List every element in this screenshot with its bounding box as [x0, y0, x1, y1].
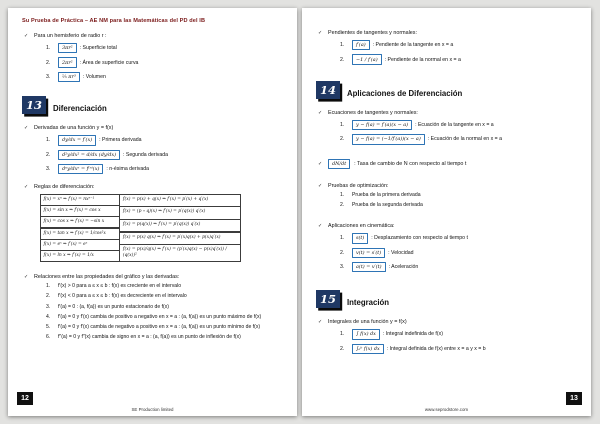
page-number: 12 [17, 392, 33, 405]
formula-box: f′(a) [352, 40, 370, 50]
table-cell: f(x) = p(x)/q(x) ⇒ f′(x) = (p′(x)q(x) − p(x)q′(x)) / (q(x))² [119, 244, 241, 262]
item-description: : Área de superficie curva [79, 59, 139, 66]
formula-box: d²y/dx² = d/dx (dy/dx) [58, 150, 120, 160]
bullet-label: Derivadas de una función y = f(x) [34, 125, 114, 132]
list-item [46, 334, 283, 341]
formula-box: s(t) [352, 233, 368, 243]
item-number: 1. [340, 42, 345, 49]
check-icon: ✓ [318, 109, 323, 116]
item-text: f′(x) < 0 para a ≤ x ≤ b : f(x) es decreciente en el intervalo [58, 293, 187, 300]
section-title: Integración [347, 298, 390, 308]
section-header-13 [22, 96, 283, 114]
list-item [46, 72, 283, 82]
item-description: : Ecuación de la normal en x = a [427, 136, 503, 143]
formula-box: 2πr² [58, 57, 77, 67]
list-item [340, 54, 577, 64]
item-number: 3. [46, 166, 51, 173]
item-description: : Superficie total [79, 45, 117, 52]
section-number-badge: 14 [316, 81, 340, 99]
page-left [8, 8, 297, 416]
item-description: : Tasa de cambio de N con respecto al tiempo t [354, 160, 467, 167]
check-icon: ✓ [24, 33, 29, 39]
item-number: 1. [340, 191, 345, 198]
check-icon: ✓ [24, 125, 29, 132]
formula-box: dN/dt [328, 159, 350, 169]
differentiation-rules-table [40, 194, 283, 262]
page-number: 13 [566, 392, 582, 405]
section-header-15 [316, 290, 577, 308]
formula-box: y − f(a) = (−1/f′(a))(x − a) [352, 134, 425, 144]
list-item [340, 134, 577, 144]
item-description: : Desplazamiento con respecto al tiempo t [371, 235, 468, 242]
footer-website: www.seprodstore.com [424, 407, 469, 412]
table-cell: f(x) = eˣ ⇒ f′(x) = eˣ [40, 239, 120, 251]
list-item [46, 135, 283, 145]
list-item [340, 233, 577, 243]
rules-table-left-column [40, 194, 120, 262]
item-text: f′(a) = 0 : (a, f(a)) es un punto estacionario de f(x) [58, 303, 169, 310]
bullet-label: Relaciones entre las propiedades del gráfico y las derivadas: [34, 274, 180, 281]
section-title: Diferenciación [53, 104, 107, 114]
section-number-badge: 15 [316, 290, 340, 308]
formula-box: −1 / f′(a) [352, 54, 382, 64]
bullet-label: Pendientes de tangentes y normales: [328, 30, 418, 36]
list-item [46, 283, 283, 290]
item-number: 2. [340, 345, 345, 352]
item-number: 1. [46, 45, 51, 52]
table-cell: f(x) = xⁿ ⇒ f′(x) = nxⁿ⁻¹ [40, 194, 120, 206]
list-item [46, 324, 283, 331]
formula-box: ⅔ πr³ [58, 72, 80, 82]
formula-box: a(t) = v′(t) [352, 262, 386, 272]
bullet-relations [24, 274, 283, 280]
item-number: 1. [340, 121, 345, 128]
item-text: Prueba de la segunda derivada [352, 202, 423, 208]
item-description: : Aceleración [388, 264, 419, 271]
bullet-derivatives [24, 125, 283, 131]
item-number: 3. [340, 264, 345, 271]
list-item [340, 248, 577, 258]
document-title: Su Prueba de Práctica – AE NM para las Matemáticas del PD del IB [22, 18, 206, 24]
formula-box: 3πr² [58, 43, 77, 53]
item-number: 6. [46, 333, 51, 340]
check-icon: ✓ [318, 319, 323, 326]
bullet-slopes [318, 30, 577, 36]
check-icon: ✓ [318, 160, 323, 167]
table-cell: f(x) = ln x ⇒ f′(x) = 1/x [40, 250, 120, 262]
item-number: 1. [340, 331, 345, 338]
item-description: : Velocidad [388, 249, 414, 256]
list-item [46, 150, 283, 160]
list-item [46, 293, 283, 300]
item-number: 2. [340, 136, 345, 143]
list-item [340, 329, 577, 339]
formula-box: dⁿy/dxⁿ = f⁽ⁿ⁾(x) [58, 164, 103, 174]
bullet-label: Aplicaciones en cinemática: [328, 223, 395, 230]
list-item [46, 314, 283, 321]
item-number: 2. [340, 202, 345, 208]
item-description: : Primera derivada [99, 137, 142, 144]
bullet-integrals [318, 319, 577, 325]
bullet-rate-of-change [318, 159, 577, 169]
list-item [340, 192, 577, 199]
list-item [340, 202, 577, 209]
item-number: 1. [46, 137, 51, 144]
formula-box: dy/dx = f′(x) [58, 135, 96, 145]
bullet-label: Ecuaciones de tangentes y normales: [328, 109, 418, 116]
bullet-rules [24, 184, 283, 190]
rules-table-right-column [119, 194, 241, 262]
list-item [46, 164, 283, 174]
list-item [340, 120, 577, 130]
bullet-label: Pruebas de optimización: [328, 182, 389, 189]
item-number: 2. [46, 151, 51, 158]
item-description: : Ecuación de la tangente en x = a [415, 121, 494, 128]
check-icon: ✓ [318, 182, 323, 189]
list-item [46, 304, 283, 311]
item-description: : Integral definida de f(x) entre x = a y x = b [386, 345, 486, 352]
item-description: : Segunda derivada [123, 151, 169, 158]
bullet-hemisphere [24, 33, 283, 39]
list-item [46, 57, 283, 67]
item-number: 2. [46, 293, 51, 300]
formula-box: ∫ f(x) dx [352, 329, 380, 339]
formula-box: ∫ₐᵇ f(x) dx [352, 344, 384, 354]
item-text: f′(x) > 0 para a ≤ x ≤ b : f(x) es creciente en el intervalo [58, 283, 182, 290]
item-number: 1. [340, 235, 345, 242]
list-item [340, 262, 577, 272]
bullet-optimization [318, 183, 577, 189]
section-header-14 [316, 81, 577, 99]
item-description: : n-ésima derivada [106, 166, 150, 173]
page-right [302, 8, 591, 416]
item-number: 3. [46, 73, 51, 80]
check-icon: ✓ [318, 30, 323, 36]
formula-box: v(t) = s′(t) [352, 248, 385, 258]
item-number: 3. [46, 303, 51, 310]
formula-box: y − f(a) = f′(a)(x − a) [352, 120, 412, 130]
check-icon: ✓ [318, 223, 323, 230]
item-number: 4. [46, 313, 51, 320]
table-cell: f(x) = (p ∘ q)(x) ⇒ f′(x) = p′(q(x)) q′(x) [119, 206, 241, 219]
bullet-equations [318, 110, 577, 116]
item-text: f″(a) = 0 y f″(x) cambia de signo en x = a : (a, f(a)) es un punto de inflexión de f(x) [58, 333, 241, 340]
section-title: Aplicaciones de Diferenciación [347, 88, 463, 98]
item-description: : Volumen [82, 73, 106, 80]
list-item [340, 344, 577, 354]
bullet-kinematics [318, 223, 577, 229]
check-icon: ✓ [24, 274, 29, 281]
item-number: 2. [46, 59, 51, 66]
table-cell: f(x) = sin x ⇒ f′(x) = cos x [40, 205, 120, 217]
check-icon: ✓ [24, 184, 29, 191]
item-number: 2. [340, 56, 345, 63]
bullet-label: Reglas de diferenciación: [34, 184, 95, 191]
item-description: : Pendiente de la normal en x = a [384, 56, 461, 63]
item-text: f′(a) = 0 y f′(x) cambia de negativo a positivo en x = a : (a, f(a)) es un punto mínimo de f(x) [58, 323, 261, 330]
table-cell: f(x) = p(x) + q(x) ⇒ f′(x) = p′(x) + q′(x) [119, 194, 241, 207]
item-description: : Pendiente de la tangente en x = a [372, 42, 454, 49]
item-number: 1. [46, 283, 51, 290]
table-cell: f(x) = p(q(x)) ⇒ f′(x) = p′(q(x)) q′(x) [119, 219, 241, 232]
item-description: : Integral indefinida de f(x) [382, 331, 443, 338]
item-text: Prueba de la primera derivada [352, 191, 421, 198]
item-number: 5. [46, 323, 51, 330]
table-cell: f(x) = p(x) q(x) ⇒ f′(x) = p′(x)q(x) + p(x)q′(x) [119, 232, 241, 245]
bullet-label: Integrales de una función y = f(x) [328, 319, 407, 326]
item-text: f′(a) = 0 y f′(x) cambia de positivo a negativo en x = a : (a, f(a)) es un punto máximo de f(x) [58, 313, 262, 320]
list-item [46, 43, 283, 53]
footer-credit: SE Production limited [131, 407, 174, 412]
table-cell: f(x) = tan x ⇒ f′(x) = 1/cos²x [40, 228, 120, 240]
item-number: 2. [340, 249, 345, 256]
list-item [340, 40, 577, 50]
section-number-badge: 13 [22, 96, 46, 114]
table-cell: f(x) = cos x ⇒ f′(x) = −sin x [40, 216, 120, 228]
bullet-label: Para un hemisferio de radio r : [34, 33, 107, 39]
